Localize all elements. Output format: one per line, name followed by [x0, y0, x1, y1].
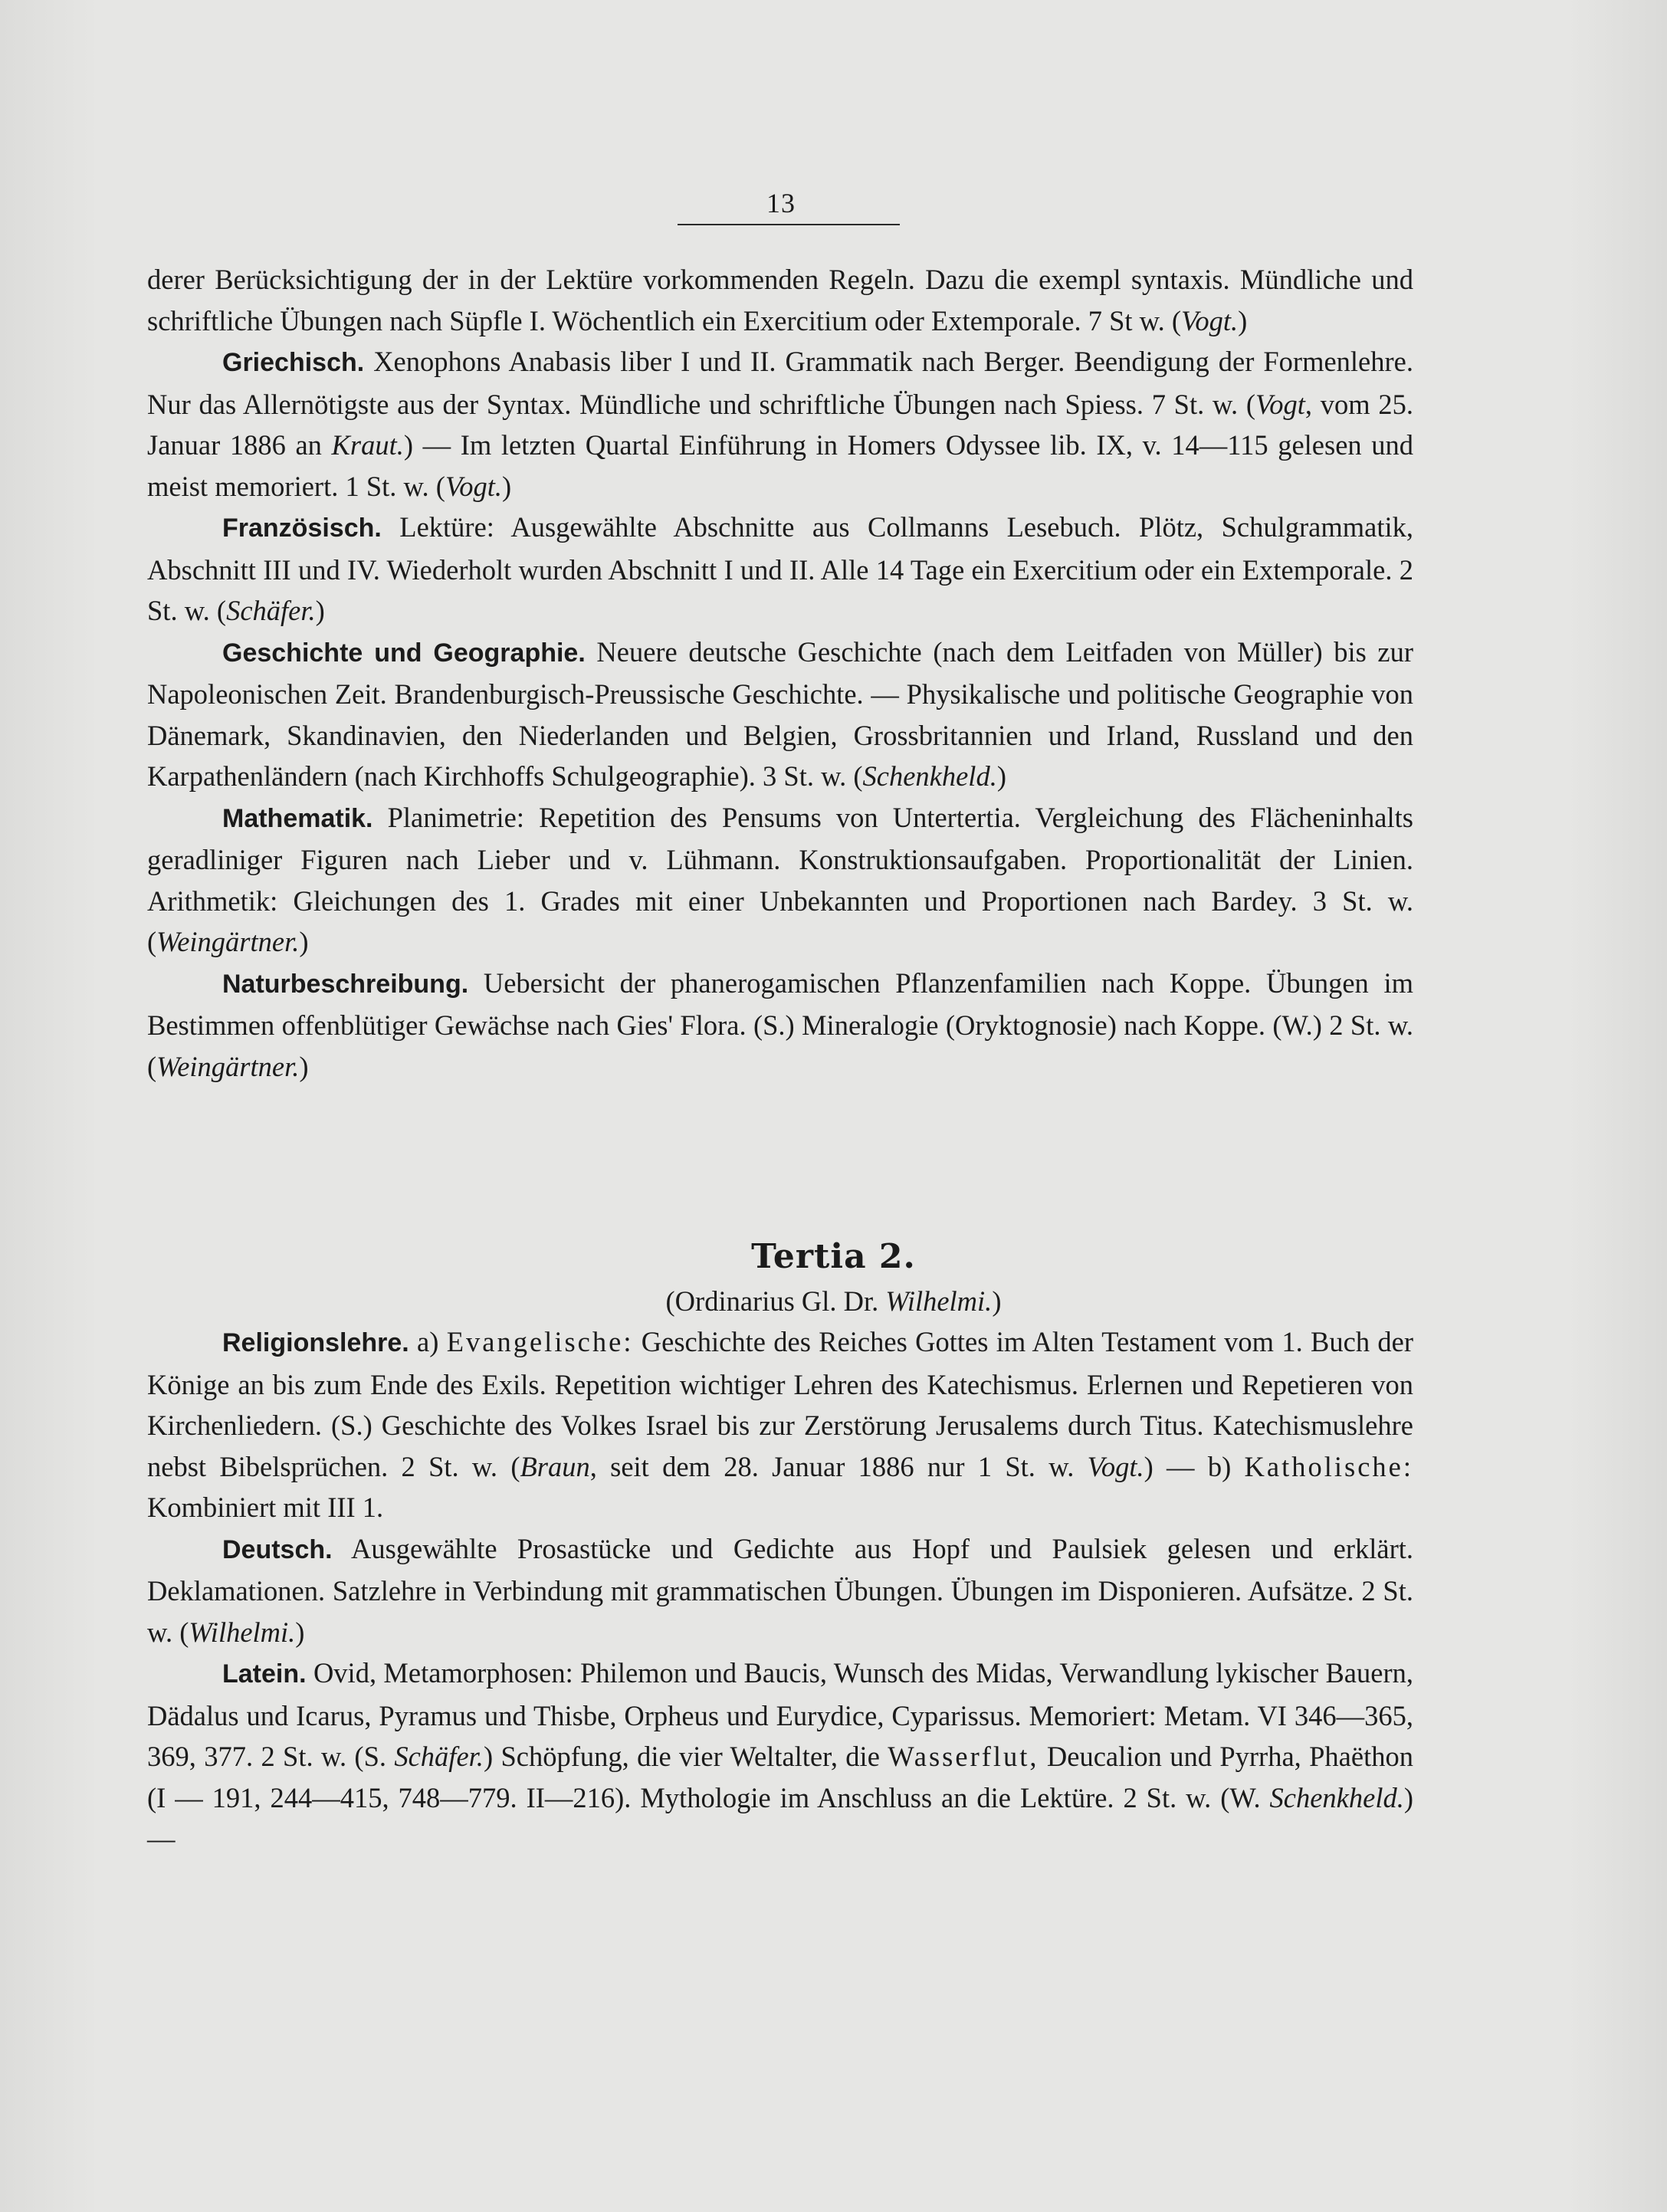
teacher-name: Schäfer.: [226, 595, 316, 626]
page-number: 13: [766, 188, 796, 218]
teacher-name: Wilhelmi.: [189, 1616, 296, 1648]
ordinarius-line: (Ordinarius Gl. Dr. Wilhelmi.): [665, 1285, 1002, 1317]
spaced-term: Wasserflut,: [888, 1741, 1039, 1772]
teacher-name: Schäfer.: [394, 1741, 484, 1772]
teacher-name: Schenkheld.: [862, 760, 997, 792]
paragraph-geschichte-geographie: Geschichte und Geographie. Neuere deutsche Geschichte (nach dem Leitfaden von Müller) bis zur Napoleonischen Zeit. Brandenburgisch-Preussische Geschichte. — Physikalische und politische Geographie von Dänemark, Skandinavien, den Niederlanden und Belgien, Grossbritannien und Irland, Russland und den Karpathenländern (nach Kirchhoffs Schulgeographie). 3 St. w. (Schenkheld.): [147, 635, 1414, 792]
teacher-name: Vogt.: [445, 470, 502, 502]
paragraph-franzoesisch: Französisch. Lektüre: Ausgewählte Abschnitte aus Collmanns Lesebuch. Plötz, Schulgrammatik, Abschnitt III und IV. Wiederholt wurden Abschnitt I und II. Alle 14 Tage ein Exercitium oder ein Extemporale. 2 St. w. (Schäfer.): [147, 511, 1413, 626]
subject-heading: Deutsch.: [222, 1534, 333, 1564]
paragraph-religionslehre: Religionslehre. a) Evangelische: Geschichte des Reiches Gottes im Alten Testament vom 1. Buch der Könige an bis zum Ende des Exils. Repetition wichtiger Lehren des Katechismus. Erlernen und Repetieren von Kirchenliedern. (S.) Geschichte des Volkes Israel bis zur Zerstörung Jerusalems durch Titus. Katechismuslehre nebst Bibelsprüchen. 2 St. w. (Braun, seit dem 28. Januar 1886 nur 1 St. w. Vogt.) — b) Katholische: Kombiniert mit III 1.: [147, 1326, 1413, 1523]
paragraph-naturbeschreibung: Naturbeschreibung. Uebersicht der phanerogamischen Pflanzenfamilien nach Koppe. Übungen im Bestimmen offenblütiger Gewächse nach Gies' Flora. (S.) Mineralogie (Oryktognosie) nach Koppe. (W.) 2 St. w. (Weingärtner.): [147, 967, 1413, 1082]
page-number-rule: [678, 224, 900, 225]
subject-heading: Religionslehre.: [222, 1328, 409, 1357]
subject-heading: Latein.: [222, 1659, 307, 1689]
subject-heading: Mathematik.: [222, 803, 373, 833]
paragraph-latein: Latein. Ovid, Metamorphosen: Philemon und Baucis, Wunsch des Midas, Verwandlung lykischer Bauern, Dädalus und Icarus, Pyramus und Thisbe, Orpheus und Eurydice, Cyparissus. Memoriert: Metam. VI 346—365, 369, 377. 2 St. w. (S. Schäfer.) Schöpfung, die vier Weltalter, die Wasserflut, Deucalion und Pyrrha, Phaëthon (I — 191, 244—415, 748—779. II—216). Mythologie im Anschluss an die Lektüre. 2 St. w. (W. Schenkheld.) —: [147, 1657, 1413, 1854]
teacher-name: Weingärtner.: [156, 926, 300, 957]
subject-heading: Naturbeschreibung.: [222, 969, 469, 999]
teacher-name: Vogt.: [1181, 304, 1239, 336]
paragraph-continuation: derer Berücksichtigung der in der Lektüre vorkommenden Regeln. Dazu die exempl syntaxis. Mündliche und schriftliche Übungen nach Süpfle I. Wöchentlich ein Exercitium oder Extemporale. 7 St w. (Vogt.): [147, 264, 1413, 336]
subject-heading: Griechisch.: [222, 348, 365, 377]
spaced-term: Katholische:: [1244, 1450, 1413, 1482]
teacher-name: Vogt: [1255, 388, 1305, 420]
teacher-name: Schenkheld.: [1269, 1781, 1404, 1813]
teacher-name: Vogt.: [1087, 1450, 1144, 1482]
teacher-name: Weingärtner.: [156, 1050, 300, 1082]
subject-heading: Französisch.: [222, 514, 382, 543]
subject-heading: Geschichte und Geographie.: [222, 638, 586, 668]
teacher-name: Wilhelmi.: [885, 1285, 993, 1317]
paragraph-deutsch: Deutsch. Ausgewählte Prosastücke und Gedichte aus Hopf und Paulsiek gelesen und erklärt. Deklamationen. Satzlehre in Verbindung mit grammatischen Übungen. Übungen im Disponieren. Aufsätze. 2 St. w. (Wilhelmi.): [147, 1532, 1413, 1648]
teacher-name: Braun: [520, 1450, 590, 1482]
paragraph-mathematik: Mathematik. Planimetrie: Repetition des Pensums von Untertertia. Vergleichung des Flächeninhalts geradliniger Figuren nach Lieber und v. Lühmann. Konstruktionsaufgaben. Proportionalität der Linien. Arithmetik: Gleichungen des 1. Grades mit einer Unbekannten und Proportionen nach Bardey. 3 St. w. (Weingärtner.): [147, 801, 1413, 957]
section-heading: Tertia 2.: [751, 1237, 916, 1276]
text-block-upper: [147, 259, 1413, 1087]
teacher-name: Kraut.: [331, 429, 404, 461]
text-block-lower: [147, 1321, 1413, 1859]
spaced-term: Evangelische:: [446, 1326, 634, 1357]
paragraph-griechisch: Griechisch. Xenophons Anabasis liber I und II. Grammatik nach Berger. Beendigung der Formenlehre. Nur das Allernötigste aus der Syntax. Mündliche und schriftliche Übungen nach Spiess. 7 St. w. (Vogt, vom 25. Januar 1886 an Kraut.) — Im letzten Quartal Einführung in Homers Odyssee lib. IX, v. 14—115 gelesen und meist memoriert. 1 St. w. (Vogt.): [147, 346, 1413, 502]
